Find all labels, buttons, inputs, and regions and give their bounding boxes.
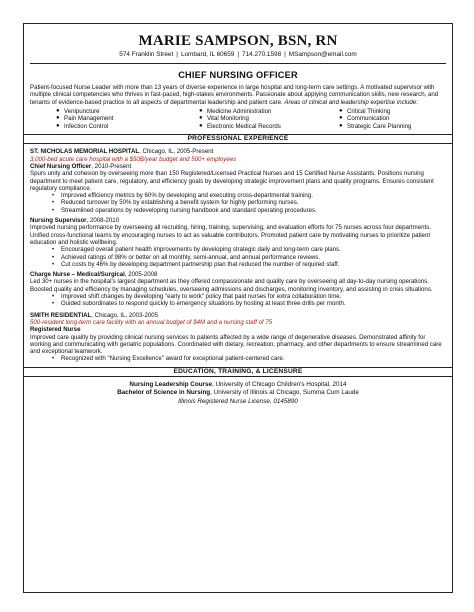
- employer-name-line: [30, 312, 446, 319]
- role-title-line: [30, 217, 446, 224]
- bullet-icon: •: [52, 260, 55, 268]
- summary-text: Patient-focused Nurse Leader with more than 13 years of diverse experience in large hospital and long-term care settings. A motivated supervisor with multiple clinical competencies who thrives in fast-paced, high-stakes environments. Passionate about applying communication skills, new research, and tenants of evidence-based practice to all aspects of departmental leadership and patient care.: [30, 84, 439, 106]
- bullet-icon: ●: [339, 122, 343, 129]
- bullet-icon: •: [52, 246, 55, 254]
- skill-item: [199, 108, 339, 116]
- employer-name: SMITH RESIDENTIAL: [30, 311, 92, 319]
- job-title: CHIEF NURSING OFFICER: [178, 70, 298, 80]
- degree-name: Bachelor of Science in Nursing: [117, 389, 211, 397]
- role-title-line: [30, 326, 446, 333]
- achievement-list: [52, 355, 446, 362]
- achievement-text: Encouraged overall patient health improvements by developing strategic daily and long-term care plans.: [61, 246, 341, 254]
- employer-block: [30, 148, 446, 307]
- role-title: Nursing Supervisor: [30, 217, 87, 225]
- achievement-item: [52, 199, 446, 206]
- education-line: [30, 389, 446, 398]
- role-title-line: [30, 271, 446, 278]
- achievement-text: Cut costs by 46% by developing department partnership plan that reduced the number of required staff.: [61, 260, 340, 268]
- achievement-text: Improved efficiency metrics by 60% by developing and executing cross-departmental training.: [61, 192, 313, 200]
- achievement-text: Recognized with "Nursing Excellence" award for exceptional patient-centered care.: [61, 355, 285, 363]
- achievement-list: [52, 246, 446, 268]
- email[interactable]: MSampson@email.com: [288, 51, 357, 58]
- employer-name: ST. NICHOLAS MEMORIAL HOSPITAL: [30, 148, 140, 156]
- course-details: , University of Chicago Children's Hospital, 2014: [212, 380, 347, 388]
- bullet-icon: ●: [339, 115, 343, 122]
- education-block: [30, 381, 446, 407]
- skill-label: Infection Control: [64, 122, 109, 130]
- achievement-text: Guided subordinates to respond quickly to emergency situations by hosting at least three drills per month.: [61, 300, 346, 308]
- bullet-icon: •: [52, 253, 55, 261]
- achievement-list: [52, 293, 446, 308]
- achievement-item: [52, 355, 446, 362]
- skill-label: Electronic Medical Records: [207, 122, 281, 130]
- achievement-text: Achieved ratings of 98% or better on all monthly, semi-annual, and annual performance reviews.: [61, 253, 321, 261]
- role-dates: , 2008-2010: [86, 217, 120, 225]
- phone: 714.270.1598: [242, 51, 282, 58]
- degree-details: , University of Illinois at Chicago, Summa Cum Laude: [210, 389, 359, 397]
- bullet-icon: ●: [56, 115, 60, 122]
- skills-grid: [56, 108, 446, 131]
- skill-item: [339, 108, 469, 116]
- skill-label: Medicine Administration: [207, 107, 272, 115]
- achievement-item: [52, 254, 446, 261]
- course-name: Nursing Leadership Course: [129, 380, 212, 388]
- skill-label: Critical Thinking: [347, 107, 391, 115]
- role-description: Improved nursing performance by overseeing all recruiting, hiring, training, supervising, and evaluation efforts for 75 nurses across four departments. Unified cross-functional teams by encouraging nurses to act as valuable contributors. Promoted patient care by motivating nurses to prioritize patient education and holistic wellbeing.: [30, 224, 431, 246]
- bullet-icon: •: [52, 293, 55, 301]
- bullet-icon: •: [52, 199, 55, 207]
- achievement-text: Reduced turnover by 50% by establishing a benefit system for highly performing nurses.: [61, 199, 299, 207]
- role-title: Charge Nurse – Medical/Surgical: [30, 271, 125, 279]
- license-line: Illinois Registered Nurse License, 0145890: [178, 397, 298, 405]
- employer-description: 500-resident long-term care facility with an annual budget of $4M and a nursing staff of 75: [30, 318, 273, 326]
- bullet-icon: •: [52, 192, 55, 200]
- role-description: Spurs unity and cohesion by overseeing more than 150 Registered/Licensed Practical Nurses and 15 Certified Nurse Assistants. Positions nursing department to meet patient care, regulatory, and efficiency goals by developing strategic improvement plans and quality programs. Ensures consistent regulatory compliance.: [30, 170, 434, 192]
- achievement-item: [52, 261, 446, 268]
- employer-description: 3,000-bed acute care hospital with a $50B/year budget and 500+ employees: [30, 155, 237, 163]
- skill-item: [56, 123, 199, 131]
- education-line: [30, 381, 446, 390]
- skill-label: Vital Monitoring: [207, 115, 249, 123]
- role-title: Registered Nurse: [30, 326, 81, 334]
- resume-sheet: [23, 23, 453, 593]
- bullet-icon: •: [52, 355, 55, 363]
- achievement-list: [52, 192, 446, 214]
- achievement-item: [52, 300, 446, 307]
- employer-location: , Chicago, IL, 2005-Present: [139, 148, 214, 156]
- achievement-item: [52, 192, 446, 199]
- skill-item: [339, 115, 469, 123]
- role-dates: , 2010-Present: [91, 162, 132, 170]
- address: 574 Franklin Street: [119, 51, 174, 58]
- achievement-text: Streamlined operations by redeveloping nursing handbook and standard operating procedures.: [61, 206, 317, 214]
- candidate-name: MARIE SAMPSON, BSN, RN: [138, 33, 338, 49]
- bullet-icon: ●: [199, 122, 203, 129]
- bullet-icon: ●: [199, 115, 203, 122]
- achievement-text: Improved shift changes by developing "early to work" policy that paid nurses for extra collaboration time.: [61, 293, 342, 301]
- role-title-line: [30, 163, 446, 170]
- section-heading-education: EDUCATION, TRAINING, & LICENSURE: [24, 367, 452, 377]
- achievement-item: [52, 207, 446, 214]
- bullet-icon: •: [52, 300, 55, 308]
- bullet-icon: ●: [56, 107, 60, 114]
- skill-label: Communication: [347, 115, 390, 123]
- role-description: Improved care quality by providing clinical nursing services to patients affected by a wide range of degenerative diseases. Demonstrated affinity for working and communicating with geriatric populations. Coordinated with dietary, recreation, pharmacy, and other departments to ensure streamlined care and exceptional teamwork.: [30, 333, 442, 356]
- summary-emphasis: Areas of clinical and leadership expertise include:: [284, 98, 418, 106]
- role-title: Chief Nursing Officer: [30, 162, 92, 170]
- role-description: Led 30+ nurses in the hospital's largest department as they offered compassionate and quality care by overseeing all day-to-day nursing operations. Boosted quality and efficiency by managing schedules, overseeing admissions and discharges, monitoring inventory, and assisting in crisis situations.: [30, 278, 433, 293]
- bullet-icon: ●: [339, 107, 343, 114]
- employer-block: [30, 312, 446, 363]
- employer-location: , Chicago, IL, 2003-2005: [91, 311, 159, 319]
- achievement-item: [52, 246, 446, 253]
- skill-item: [199, 123, 339, 131]
- role-dates: , 2005-2008: [124, 271, 158, 279]
- skill-item: [56, 108, 199, 116]
- skill-label: Strategic Care Planning: [347, 122, 412, 130]
- section-heading-experience: PROFESSIONAL EXPERIENCE: [24, 134, 452, 144]
- bullet-icon: ●: [199, 107, 203, 114]
- bullet-icon: •: [52, 206, 55, 214]
- employer-name-line: [30, 148, 446, 155]
- skill-item: [56, 115, 199, 123]
- skill-item: [199, 115, 339, 123]
- skill-item: [339, 123, 469, 131]
- bullet-icon: ●: [56, 122, 60, 129]
- contact-line: 574 Franklin Street | Lombard, IL 60659 | 714.270.1598 | MSampson@email.com: [30, 51, 446, 64]
- city: Lombard, IL 60659: [180, 51, 235, 58]
- skill-label: Venipuncture: [64, 107, 100, 115]
- summary: [30, 84, 446, 106]
- achievement-item: [52, 293, 446, 300]
- skill-label: Pain Management: [64, 115, 114, 123]
